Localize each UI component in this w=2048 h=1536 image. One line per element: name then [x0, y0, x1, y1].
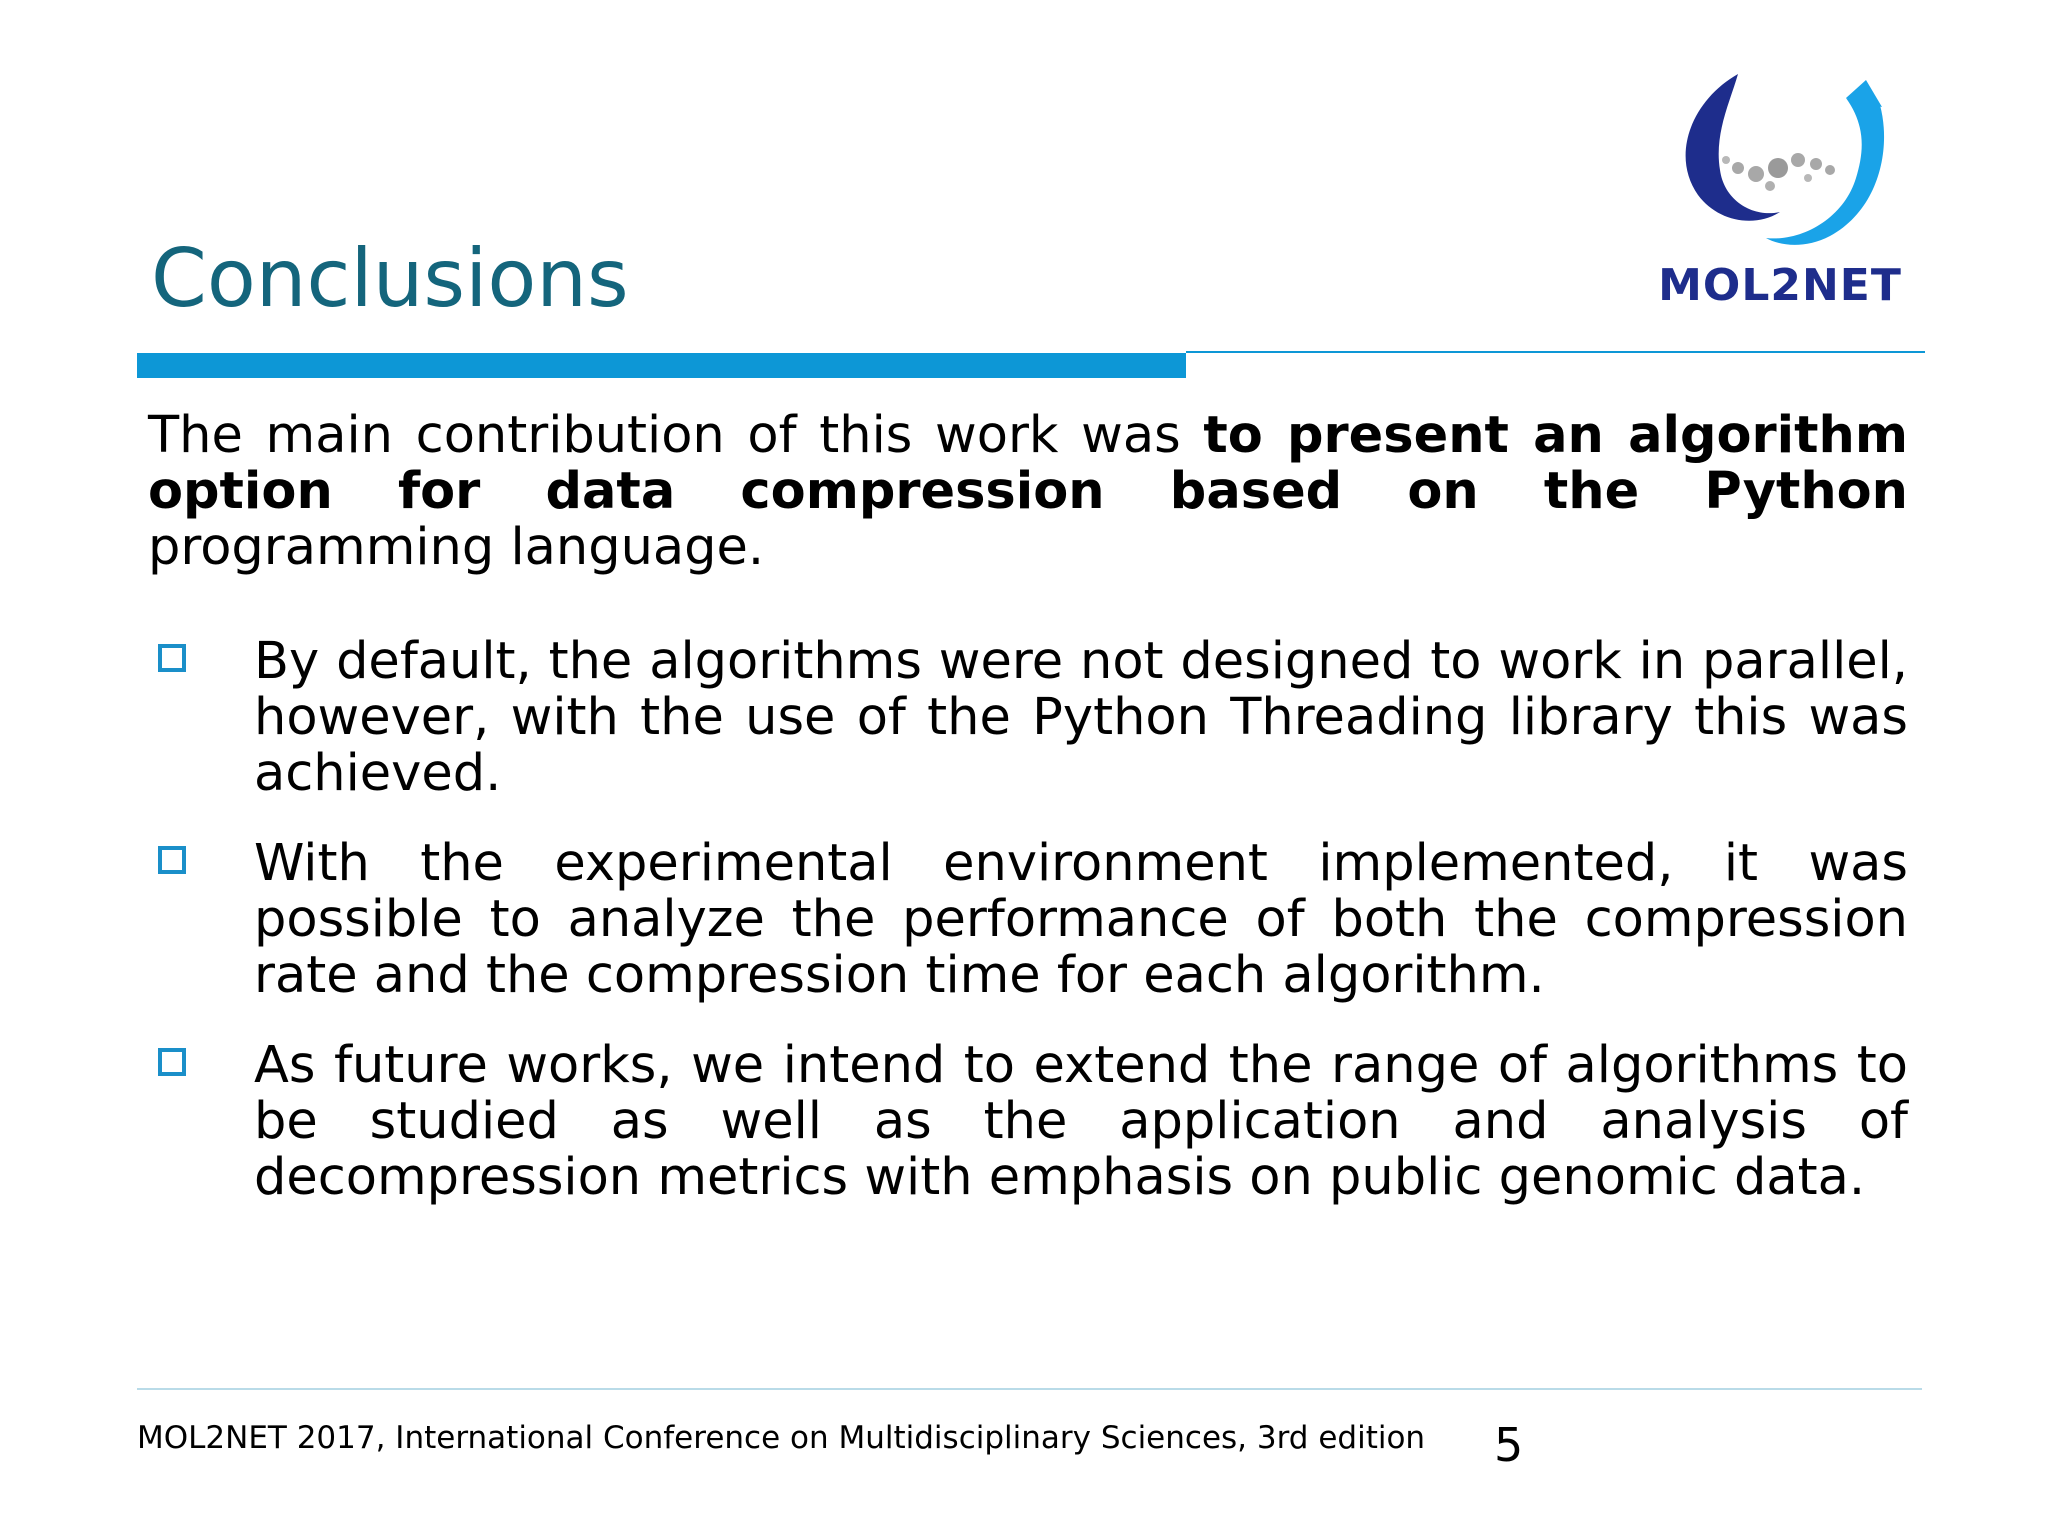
bullet-text: By default, the algorithms were not designed to work in parallel, however, with the use of the Python Threading library this was achieved.	[254, 632, 1908, 803]
conclusion-list	[148, 634, 1908, 1206]
logo-wordmark: MOL2NET	[1658, 260, 1902, 311]
bullet-text: With the experimental environment implemented, it was possible to analyze the performance of both the compression rate and the compression time for each algorithm.	[254, 834, 1908, 1005]
page-number: 5	[1494, 1418, 1524, 1472]
intro-suffix: programming language.	[148, 518, 765, 577]
title-accent-line	[1186, 351, 1925, 353]
slide-body	[148, 408, 1908, 1240]
list-item	[148, 836, 1908, 1004]
intro-paragraph	[148, 408, 1908, 576]
list-item	[148, 1038, 1908, 1206]
mol2net-logo	[1620, 60, 1940, 320]
square-bullet-icon	[158, 1048, 186, 1076]
intro-prefix: The main contribution of this work was	[148, 406, 1204, 465]
footer-conference: MOL2NET 2017, International Conference on Multidisciplinary Sciences, 3rd edition	[137, 1420, 1426, 1456]
square-bullet-icon	[158, 846, 186, 874]
slide-title: Conclusions	[151, 232, 629, 325]
intro-emphasis: to present an algorithm option for data compression based on the Python	[148, 406, 1908, 521]
bullet-text: As future works, we intend to extend the range of algorithms to be studied as well as the application and analysis of decompression metrics with emphasis on public genomic data.	[254, 1036, 1908, 1207]
list-item	[148, 634, 1908, 802]
footer-divider	[137, 1388, 1922, 1390]
square-bullet-icon	[158, 644, 186, 672]
title-accent-bar	[137, 353, 1186, 378]
